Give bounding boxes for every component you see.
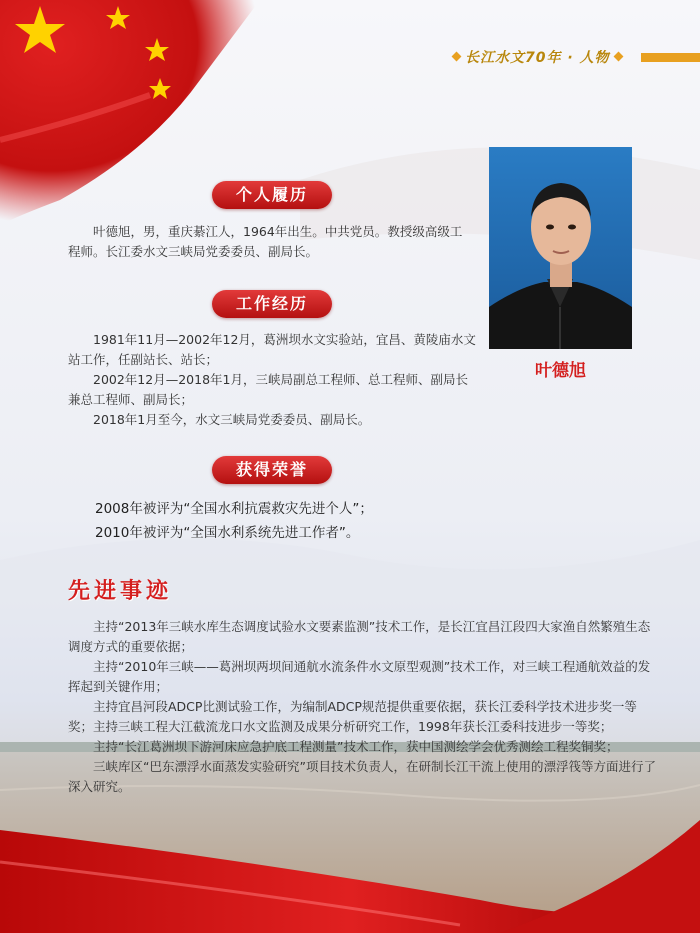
- diamond-icon: [452, 52, 462, 62]
- resume-text: [68, 222, 473, 262]
- honors-heading: 获得荣誉: [212, 456, 332, 484]
- deeds-text: [68, 617, 658, 797]
- honors-list: [95, 497, 495, 545]
- deed-paragraph: 主持“长江葛洲坝下游河床应急护底工程测量”技术工作，获中国测绘学会优秀测绘工程奖铜奖；: [93, 739, 619, 754]
- series-header: [448, 47, 700, 67]
- header-bar: [641, 53, 700, 62]
- work-paragraph: 2002年12月—2018年1月，三峡局副总工程师、总工程师、副局长兼总工程师、副局长；: [68, 372, 468, 407]
- portrait-photo: [489, 147, 632, 349]
- deed-paragraph: 主持“2013年三峡水库生态调度试验水文要素监测”技术工作，是长江宜昌江段四大家渔自然繁殖生态调度方式的重要依据；: [68, 619, 651, 654]
- honor-item: 2008年被评为“全国水利抗震救灾先进个人”；: [95, 501, 373, 517]
- work-paragraph: 2018年1月至今，水文三峡局党委委员、副局长。: [93, 412, 371, 427]
- work-heading: 工作经历: [212, 290, 332, 318]
- deeds-heading: 先进事迹: [68, 578, 173, 604]
- work-text: [68, 330, 476, 430]
- resume-heading: 个人履历: [212, 181, 332, 209]
- honor-item: 2010年被评为“全国水利系统先进工作者”。: [95, 525, 360, 541]
- portrait-caption: 叶德旭: [535, 361, 586, 381]
- deed-paragraph: 三峡库区“巴东漂浮水面蒸发实验研究”项目技术负责人，在研制长江干流上使用的漂浮筏等方面进行了深入研究。: [68, 759, 656, 794]
- resume-paragraph: 叶德旭，男，重庆綦江人，1964年出生。中共党员。教授级高级工程师。长江委水文三峡局党委委员、副局长。: [68, 224, 463, 259]
- series-title: 长江水文70年 · 人物: [465, 50, 610, 66]
- diamond-icon: [613, 52, 623, 62]
- deed-paragraph: 主持宜昌河段ADCP比测试验工作，为编制ADCP规范提供重要依据，获长江委科学技术进步奖一等奖；主持三峡工程大江截流龙口水文监测及成果分析研究工作，1998年获长江委科技进步一等奖；: [68, 699, 637, 734]
- work-paragraph: 1981年11月—2002年12月，葛洲坝水文实验站，宜昌、黄陵庙水文站工作，任副站长、站长；: [68, 332, 476, 367]
- deed-paragraph: 主持“2010年三峡——葛洲坝两坝间通航水流条件水文原型观测”技术工作，对三峡工程通航效益的发挥起到关键作用；: [68, 659, 651, 694]
